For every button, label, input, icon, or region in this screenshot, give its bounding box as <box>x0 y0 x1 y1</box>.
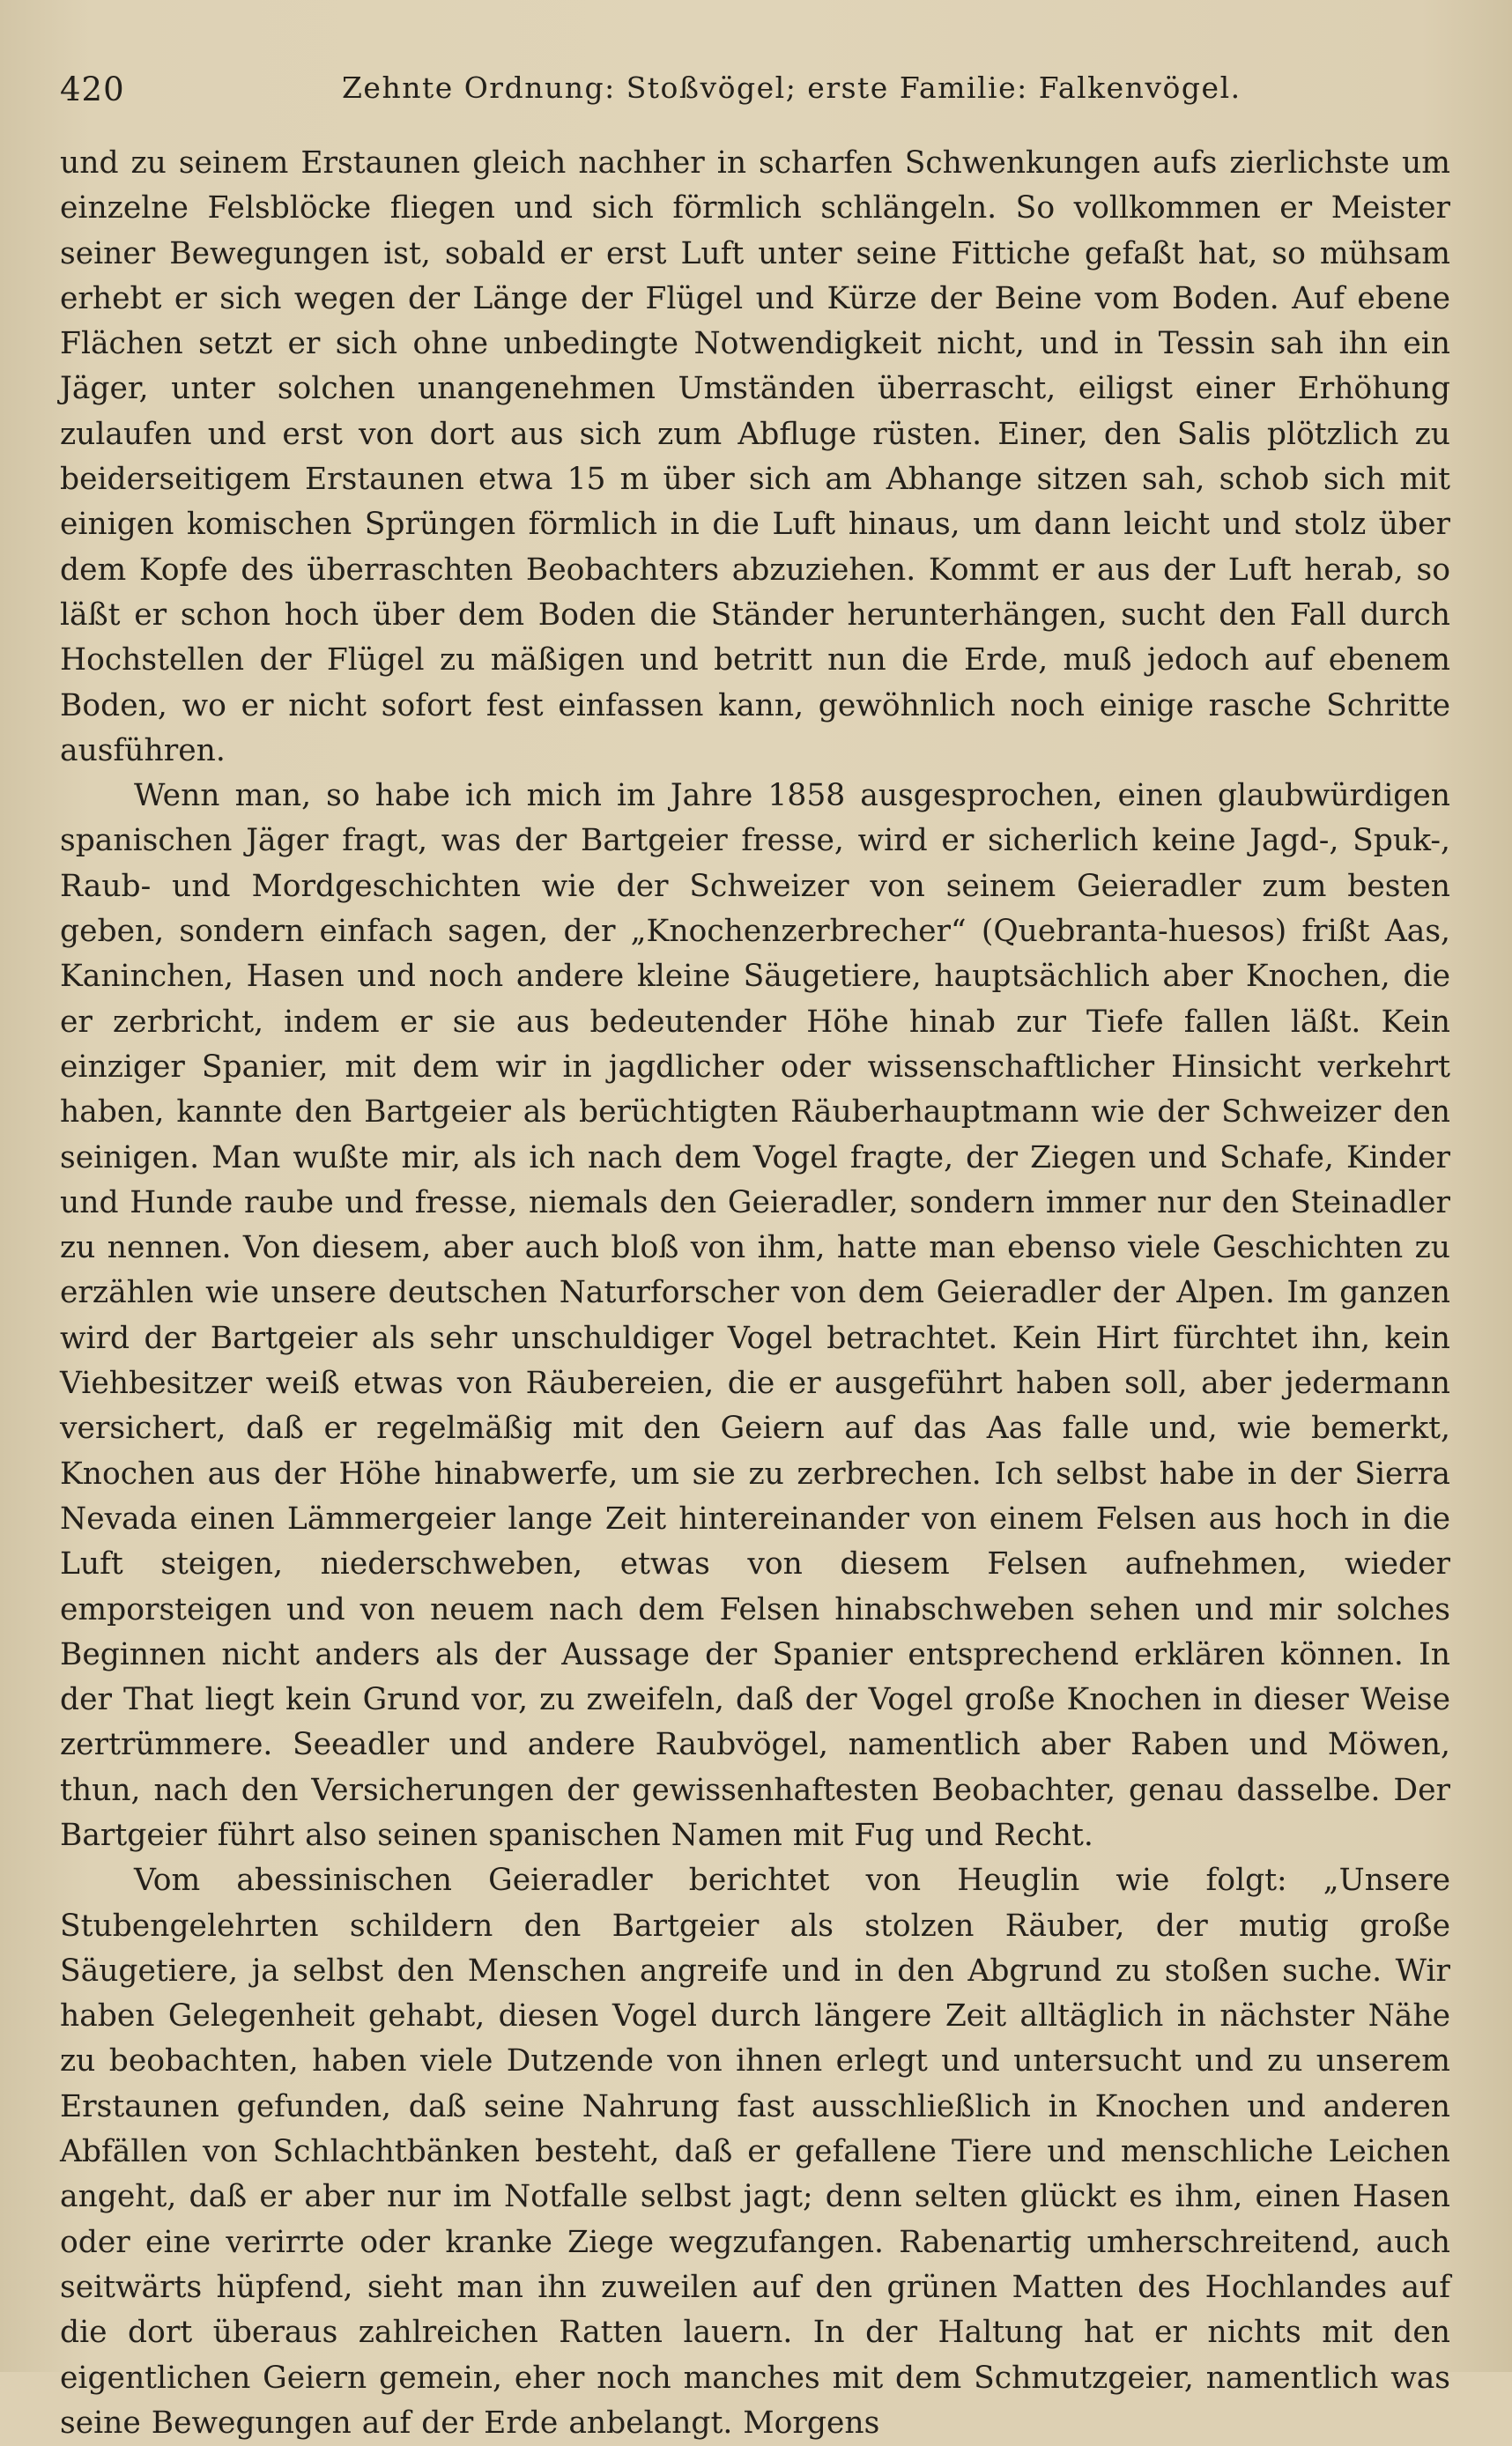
page-header <box>60 70 1450 115</box>
body-text <box>60 141 1450 2446</box>
running-head: Zehnte Ordnung: Stoßvögel; erste Familie: Falkenvögel. <box>342 70 1241 105</box>
page-number: 420 <box>60 70 125 108</box>
paragraph: und zu seinem Erstaunen gleich nachher in scharfen Schwenkungen aufs zierlichste um einzelne Felsblöcke fliegen und sich förmlich schlängeln. So vollkommen er Meister seiner Bewegungen ist, sobald er erst Luft unter seine Fittiche gefaßt hat, so mühsam erhebt er sich wegen der Länge der Flügel und Kürze der Beine vom Boden. Auf ebene Flächen setzt er sich ohne unbedingte Notwendigkeit nicht, und in Tessin sah ihn ein Jäger, unter solchen unangenehmen Umständen überrascht, eiligst einer Erhöhung zulaufen und erst von dort aus sich zum Abfluge rüsten. Einer, den Salis plötzlich zu beiderseitigem Erstaunen etwa 15 m über sich am Abhange sitzen sah, schob sich mit einigen komischen Sprüngen förmlich in die Luft hinaus, um dann leicht und stolz über dem Kopfe des überraschten Beobachters abzuziehen. Kommt er aus der Luft herab, so läßt er schon hoch über dem Boden die Ständer herunterhängen, sucht den Fall durch Hochstellen der Flügel zu mäßigen und betritt nun die Erde, muß jedoch auf ebenem Boden, wo er nicht sofort fest einfassen kann, gewöhnlich noch einige rasche Schritte ausführen. <box>60 145 1450 768</box>
paragraph: Vom abessinischen Geieradler berichtet von Heuglin wie folgt: „Unsere Stubengelehrten schildern den Bartgeier als stolzen Räuber, der mutig große Säugetiere, ja selbst den Menschen angreife und in den Abgrund zu stoßen suche. Wir haben Gelegenheit gehabt, diesen Vogel durch längere Zeit alltäglich in nächster Nähe zu beobachten, haben viele Dutzende von ihnen erlegt und untersucht und zu unserem Erstaunen gefunden, daß seine Nahrung fast ausschließlich in Knochen und anderen Abfällen von Schlachtbänken besteht, daß er gefallene Tiere und menschliche Leichen angeht, daß er aber nur im Notfalle selbst jagt; denn selten glückt es ihm, einen Hasen oder eine verirrte oder kranke Ziege wegzufangen. Rabenartig umherschreitend, auch seitwärts hüpfend, sieht man ihn zuweilen auf den grünen Matten des Hochlandes auf die dort überaus zahlreichen Ratten lauern. In der Haltung hat er nichts mit den eigentlichen Geiern gemein, eher noch manches mit dem Schmutzgeier, namentlich was seine Bewegungen auf der Erde anbelangt. Morgens <box>60 1863 1450 2441</box>
paragraph: Wenn man, so habe ich mich im Jahre 1858 ausgesprochen, einen glaubwürdigen spanischen Jäger fragt, was der Bartgeier fresse, wird er sicherlich keine Jagd-, Spuk-, Raub- und Mordgeschichten wie der Schweizer von seinem Geieradler zum besten geben, sondern einfach sagen, der „Knochenzerbrecher“ (Quebranta-huesos) frißt Aas, Kaninchen, Hasen und noch andere kleine Säugetiere, hauptsächlich aber Knochen, die er zerbricht, indem er sie aus bedeutender Höhe hinab zur Tiefe fallen läßt. Kein einziger Spanier, mit dem wir in jagdlicher oder wissenschaftlicher Hinsicht verkehrt haben, kannte den Bartgeier als berüchtigten Räuberhauptmann wie der Schweizer den seinigen. Man wußte mir, als ich nach dem Vogel fragte, der Ziegen und Schafe, Kinder und Hunde raube und fresse, niemals den Geieradler, sondern immer nur den Steinadler zu nennen. Von diesem, aber auch bloß von ihm, hatte man ebenso viele Geschichten zu erzählen wie unsere deutschen Naturforscher von dem Geieradler der Alpen. Im ganzen wird der Bartgeier als sehr unschuldiger Vogel betrachtet. Kein Hirt fürchtet ihn, kein Viehbesitzer weiß etwas von Räubereien, die er ausgeführt haben soll, aber jedermann versichert, daß er regelmäßig mit den Geiern auf das Aas falle und, wie bemerkt, Knochen aus der Höhe hinabwerfe, um sie zu zerbrechen. Ich selbst habe in der Sierra Nevada einen Lämmergeier lange Zeit hintereinander von einem Felsen aus hoch in die Luft steigen, niederschweben, etwas von diesem Felsen aufnehmen, wieder emporsteigen und von neuem nach dem Felsen hinabschweben sehen und mir solches Beginnen nicht anders als der Aussage der Spanier entsprechend erklären können. In der That liegt kein Grund vor, zu zweifeln, daß der Vogel große Knochen in dieser Weise zertrümmere. Seeadler und andere Raubvögel, namentlich aber Raben und Möwen, thun, nach den Versicherungen der gewissenhaftesten Beobachter, genau dasselbe. Der Bartgeier führt also seinen spanischen Namen mit Fug und Recht. <box>60 778 1450 1853</box>
